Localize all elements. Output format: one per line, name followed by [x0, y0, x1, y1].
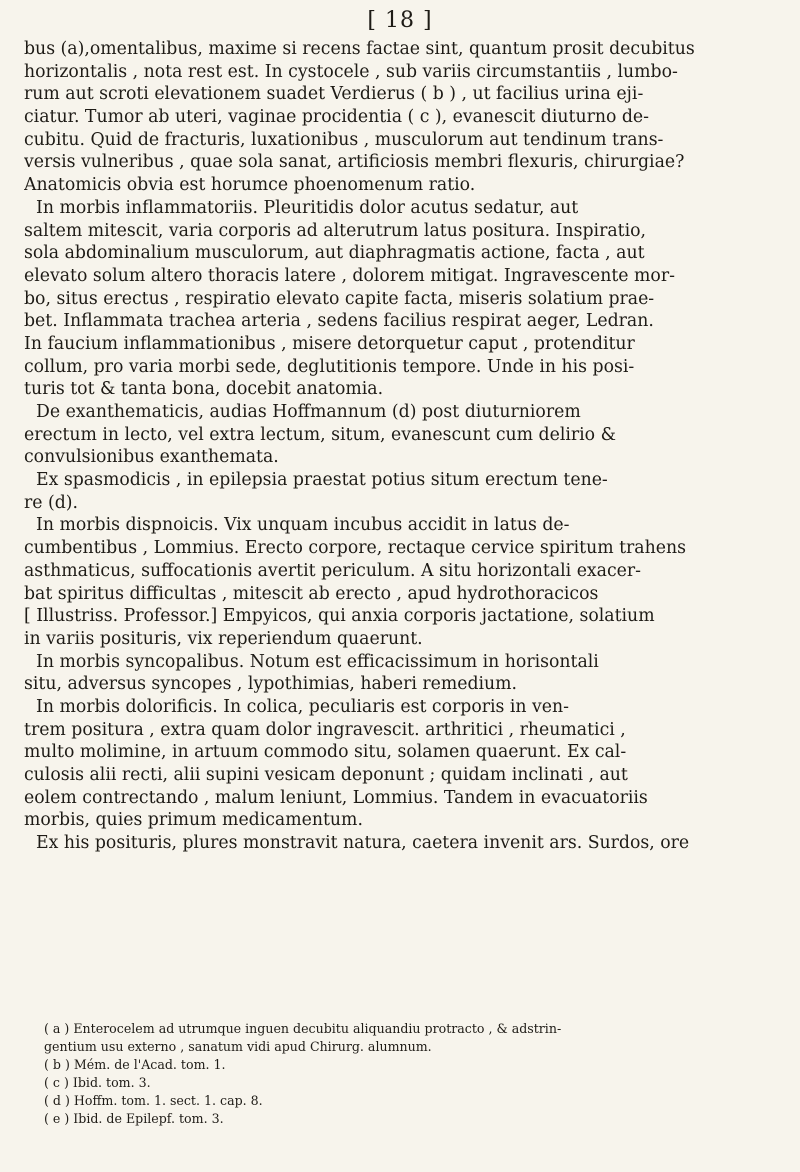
text-line: eolem contrectando , malum leniunt, Lommius. Tandem in evacuatoriis [24, 787, 648, 808]
text-line: Ex his posituris, plures monstravit natura, caetera invenit ars. Surdos, ore [36, 833, 690, 854]
text-line: collum, pro varia morbi sede, deglutitionis tempore. Unde in his posi- [24, 356, 635, 377]
text-line: trem positura , extra quam dolor ingravescit. arthritici , rheumatici , [24, 719, 626, 740]
footnote-line: ( a ) Enterocelem ad utrumque inguen decubitu aliquandiu protracto , & adstrin- [44, 1021, 562, 1036]
footnote-line: ( c ) Ibid. tom. 3. [44, 1075, 151, 1090]
text-line: bet. Inflammata trachea arteria , sedens facilius respirat aeger, Ledran. [24, 311, 654, 332]
text-line: culosis alii recti, alii supini vesicam deponunt ; quidam inclinati , aut [24, 765, 628, 785]
text-line: turis tot & tanta bona, docebit anatomia. [24, 379, 384, 400]
text-line: re (d). [24, 492, 79, 513]
text-line: In morbis inflammatoriis. Pleuritidis dolor acutus sedatur, aut [36, 197, 579, 218]
text-line: In morbis dispnoicis. Vix unquam incubus accidit in latus de- [36, 515, 570, 536]
text-line: Anatomicis obvia est horumce phoenomenum ratio. [24, 175, 476, 196]
text-line: saltem mitescit, varia corporis ad alterutrum latus positura. Inspiratio, [24, 220, 647, 241]
footnotes [44, 1020, 774, 1128]
text-line: elevato solum altero thoracis latere , dolorem mitigat. Ingravescente mor- [24, 265, 675, 286]
text-line: In morbis dolorificis. In colica, peculiaris est corporis in ven- [36, 696, 569, 717]
text-line: [ Illustriss. Professor.] Empyicos, qui anxia corporis jactatione, solatium [24, 606, 655, 627]
text-line: rum aut scroti elevationem suadet Verdierus ( b ) , ut facilius urina eji- [24, 84, 644, 105]
text-line: erectum in lecto, vel extra lectum, situm, evanescunt cum delirio & [24, 424, 616, 445]
text-line: asthmaticus, suffocationis avertit periculum. A situ horizontali exacer- [24, 560, 641, 581]
body-text [24, 38, 776, 855]
text-line: bat spiritus difficultas , mitescit ab erecto , apud hydrothoracicos [24, 583, 599, 604]
text-line: cubitu. Quid de fracturis, luxationibus , musculorum aut tendinum trans- [24, 129, 664, 150]
text-line: convulsionibus exanthemata. [24, 447, 279, 468]
text-line: bus (a),omentalibus, maxime si recens factae sint, quantum prosit decubitus [24, 39, 695, 59]
text-line: In faucium inflammationibus , misere detorquetur caput , protenditur [24, 333, 635, 354]
footnote-line: ( e ) Ibid. de Epilepf. tom. 3. [44, 1111, 224, 1126]
text-line: versis vulneribus , quae sola sanat, artificiosis membri flexuris, chirurgiae? [24, 152, 685, 173]
text-line: cumbentibus , Lommius. Erecto corpore, rectaque cervice spiritum trahens [24, 538, 686, 559]
text-line: in variis posituris, vix reperiendum quaerunt. [24, 628, 423, 649]
text-line: ciatur. Tumor ab uteri, vaginae procidentia ( c ), evanescit diuturno de- [24, 107, 650, 128]
text-line: multo molimine, in artuum commodo situ, solamen quaerunt. Ex cal- [24, 742, 627, 763]
page-number: [ 18 ] [367, 8, 433, 33]
footnote-line: ( b ) Mém. de l'Acad. tom. 1. [44, 1057, 226, 1072]
text-line: Ex spasmodicis , in epilepsia praestat potius situm erectum tene- [36, 470, 608, 491]
footnote-line: ( d ) Hoffm. tom. 1. sect. 1. cap. 8. [44, 1093, 263, 1108]
text-line: De exanthematicis, audias Hoffmannum (d) post diuturniorem [36, 402, 581, 422]
text-line: morbis, quies primum medicamentum. [24, 810, 363, 831]
footnote-line: gentium usu externo , sanatum vidi apud Chirurg. alumnum. [44, 1039, 432, 1054]
text-line: horizontalis , nota rest est. In cystocele , sub variis circumstantiis , lumbo- [24, 61, 678, 82]
text-line: sola abdominalium musculorum, aut diaphragmatis actione, facta , aut [24, 243, 645, 264]
text-line: situ, adversus syncopes , lypothimias, haberi remedium. [24, 674, 518, 695]
text-line: bo, situs erectus , respiratio elevato capite facta, miseris solatium prae- [24, 288, 655, 309]
text-line: In morbis syncopalibus. Notum est efficacissimum in horisontali [36, 651, 599, 672]
